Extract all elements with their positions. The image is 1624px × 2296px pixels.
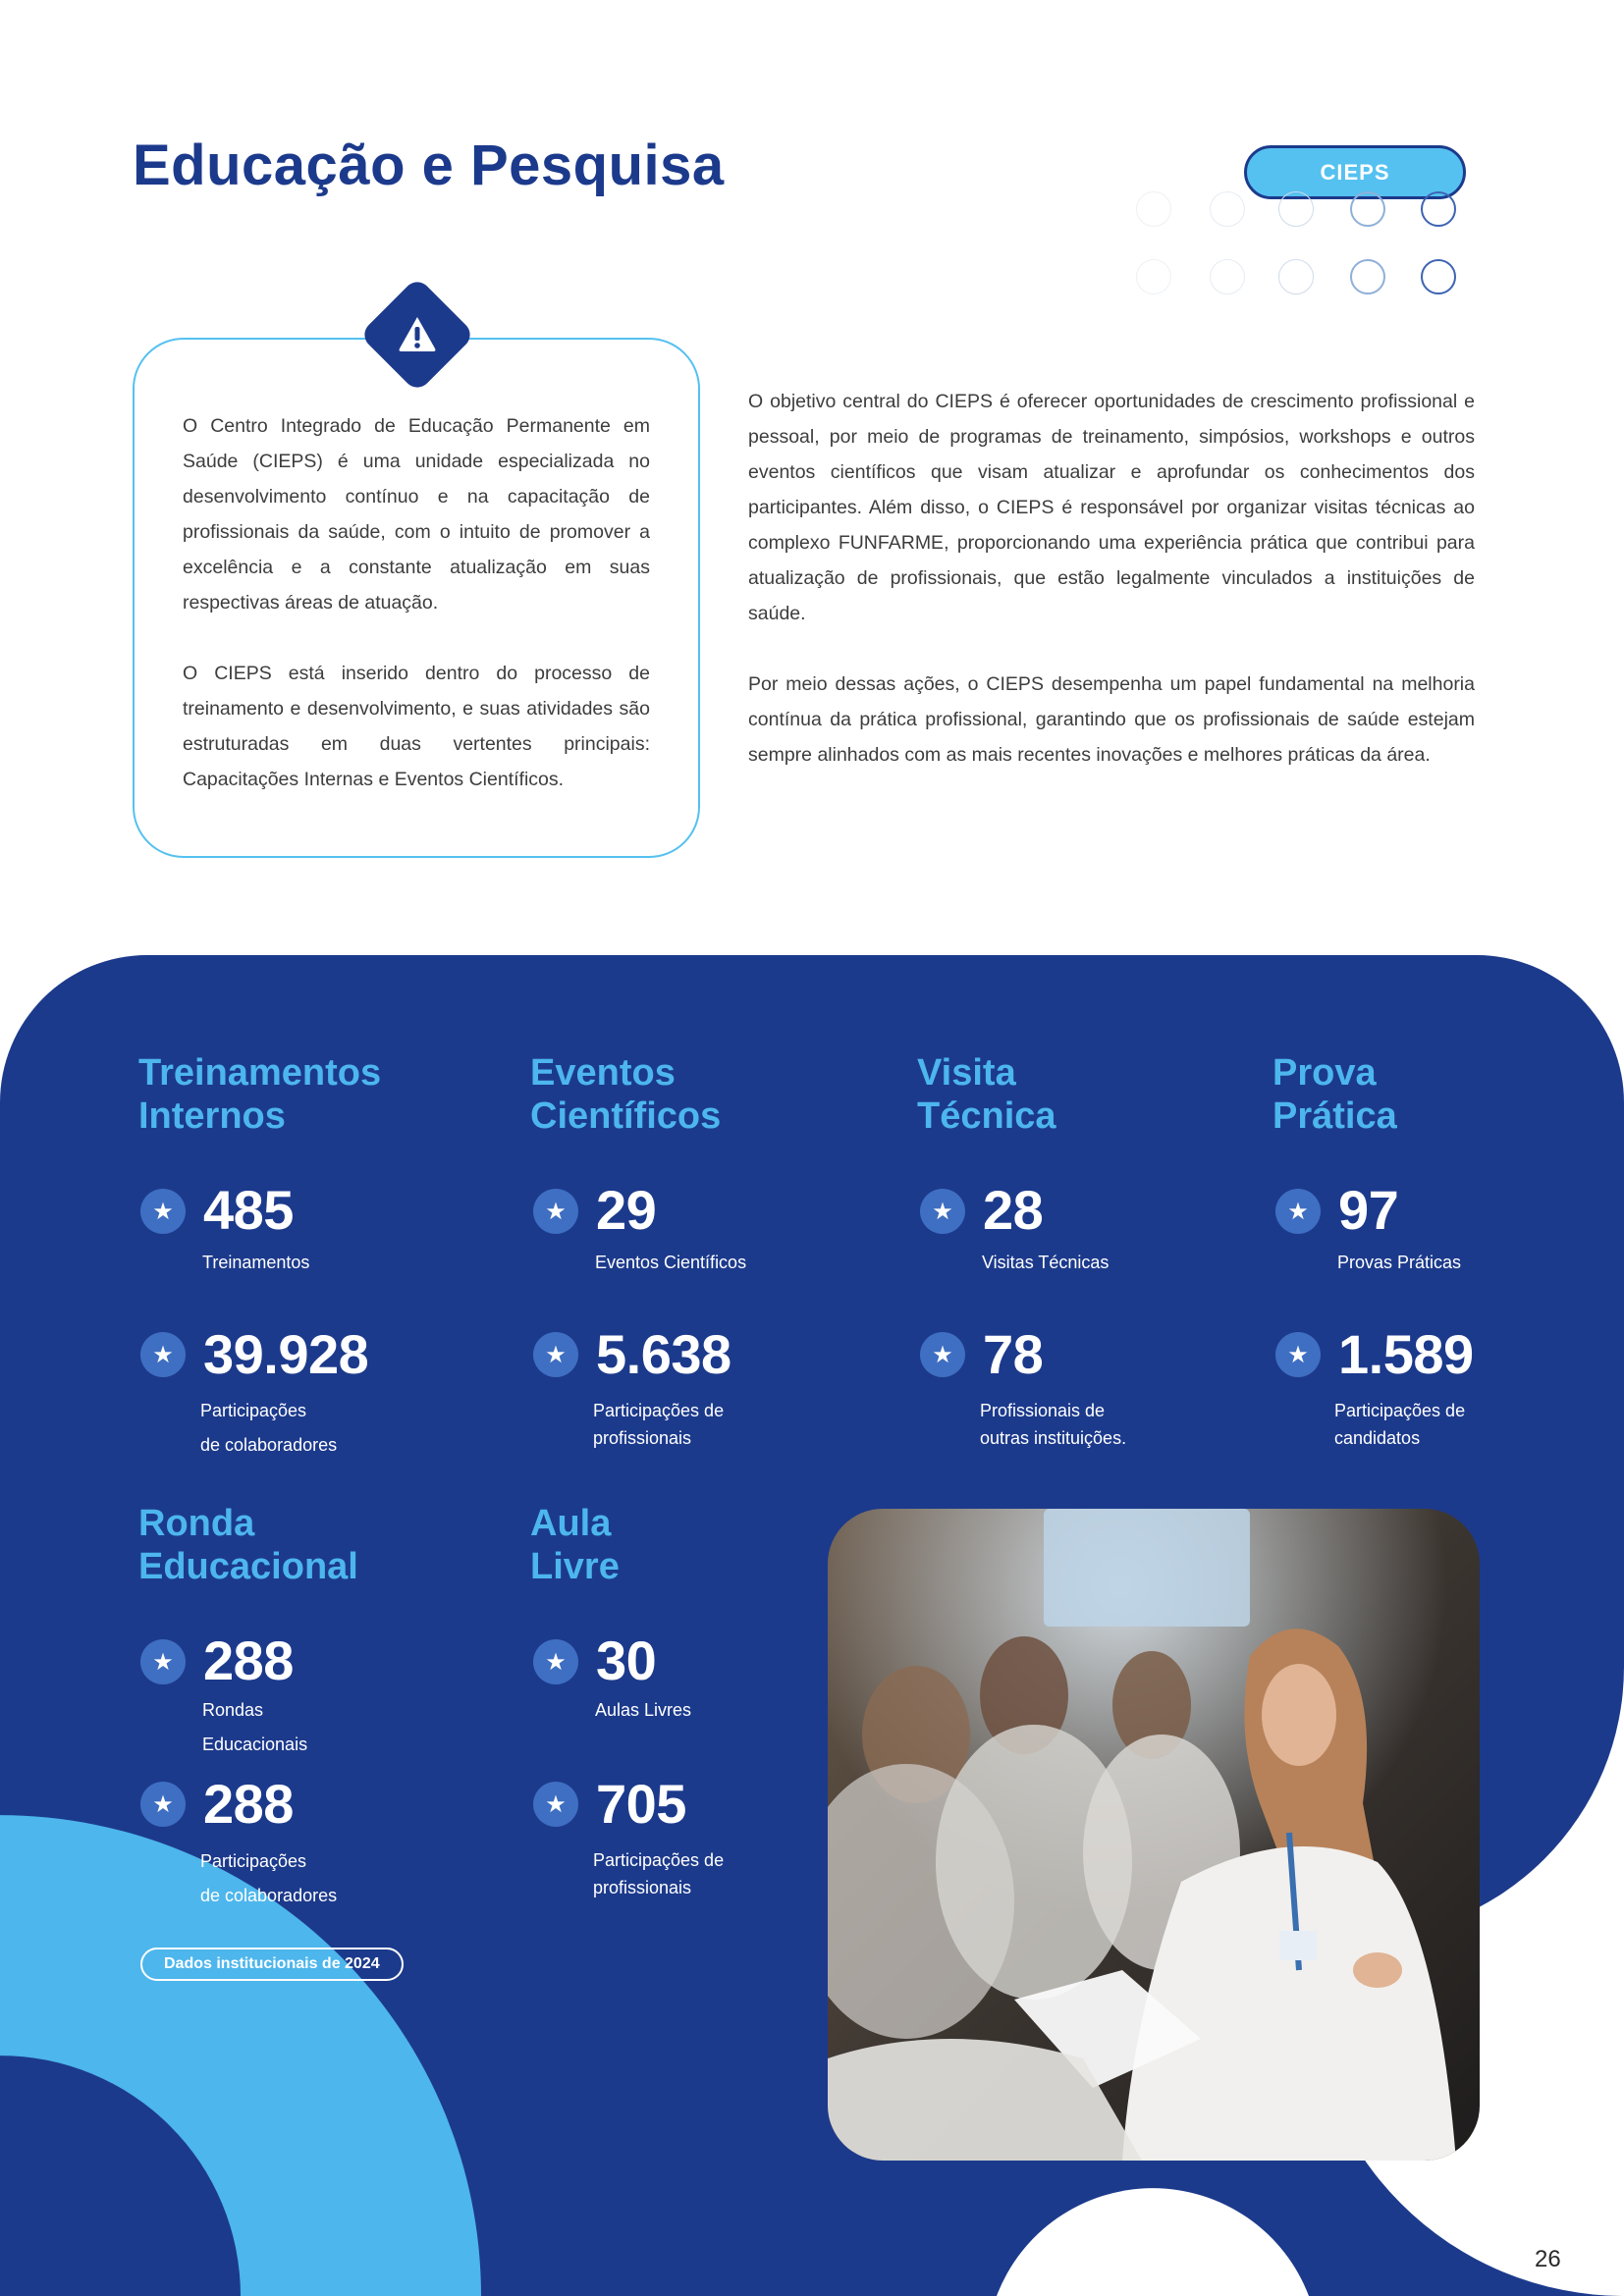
stat-value: 78	[983, 1323, 1044, 1385]
stat-value: 39.928	[203, 1323, 369, 1385]
decorative-dots	[1134, 191, 1468, 299]
stat-label: Participações de profissionais	[593, 1401, 725, 1448]
star-icon: ★	[533, 1189, 578, 1234]
conference-photo	[828, 1509, 1480, 2161]
star-icon: ★	[920, 1189, 965, 1234]
intro-text	[748, 384, 1475, 773]
stat-label: Aulas Livres	[595, 1700, 692, 1720]
stat-value: 288	[203, 1773, 294, 1835]
star-icon: ★	[140, 1332, 186, 1377]
warning-icon	[388, 305, 447, 364]
star-icon: ★	[920, 1332, 965, 1377]
conference-photo-illustration	[828, 1509, 1480, 2161]
category-title: Aula Livre	[530, 1503, 620, 1587]
data-source-badge: Dados institucionais de 2024	[140, 1948, 404, 1981]
stat-value: 5.638	[596, 1323, 731, 1385]
section-tag: CIEPS	[1244, 145, 1466, 199]
stat-value: 30	[596, 1629, 657, 1691]
category-title: Visita Técnica	[917, 1052, 1056, 1137]
stat-label: Rondas Educacionais	[202, 1700, 308, 1754]
stat-label: Profissionais de outras instituições.	[980, 1401, 1127, 1448]
page-number: 26	[1535, 2246, 1561, 2272]
star-icon: ★	[533, 1639, 578, 1684]
stat-value: 28	[983, 1179, 1044, 1241]
stat-value: 705	[596, 1773, 686, 1835]
star-icon: ★	[533, 1332, 578, 1377]
stat-label: Participações de colaboradores	[200, 1401, 338, 1455]
category-title: Prova Prática	[1272, 1052, 1397, 1137]
stat-label: Participações de candidatos	[1334, 1401, 1466, 1448]
stat-label: Eventos Científicos	[595, 1253, 747, 1272]
category-title: Ronda Educacional	[138, 1503, 358, 1587]
star-icon: ★	[140, 1189, 186, 1234]
info-paragraph: O Centro Integrado de Educação Permanente em Saúde (CIEPS) é uma unidade especializada no desenvolvimento contínuo e na capacitação de profissionais da saúde, com o intuito de promover a excelência e a constante atualização em suas respectivas áreas de atuação.	[183, 415, 650, 614]
stat-value: 288	[203, 1629, 294, 1691]
stat-label: Participações de colaboradores	[200, 1851, 338, 1905]
page-title: Educação e Pesquisa	[133, 133, 725, 197]
category-title: Eventos Científicos	[530, 1052, 722, 1137]
intro-paragraph: O objetivo central do CIEPS é oferecer oportunidades de crescimento profissional e pessoal, por meio de programas de treinamento, simpósios, workshops e outros eventos científicos que visam atualizar e aprofundar os conhecimentos dos participantes. Além disso, o CIEPS é responsável por organizar visitas técnicas ao complexo FUNFARME, proporcionando uma experiência prática que contribui para atualização de profissionais, que estão legalmente vinculados a instituições de saúde.	[748, 391, 1475, 624]
stat-value: 97	[1338, 1179, 1399, 1241]
intro-paragraph: Por meio dessas ações, o CIEPS desempenha um papel fundamental na melhoria contínua da prática profissional, garantindo que os profissionais de saúde estejam sempre alinhados com as mais recentes inovações e melhores práticas da área.	[748, 673, 1475, 766]
info-paragraph: O CIEPS está inserido dentro do processo de treinamento e desenvolvimento, e suas atividades são estruturadas em duas vertentes principais: Capacitações Internas e Eventos Científicos.	[183, 663, 650, 790]
stat-label: Treinamentos	[202, 1253, 310, 1272]
star-icon: ★	[1275, 1332, 1321, 1377]
star-icon: ★	[140, 1639, 186, 1684]
category-title: Treinamentos Internos	[138, 1052, 382, 1137]
stat-value: 1.589	[1338, 1323, 1474, 1385]
star-icon: ★	[140, 1782, 186, 1827]
stat-label: Participações de profissionais	[593, 1850, 725, 1897]
stat-value: 485	[203, 1179, 294, 1241]
stat-label: Provas Práticas	[1337, 1253, 1462, 1272]
info-text	[183, 408, 650, 797]
stat-label: Visitas Técnicas	[982, 1253, 1110, 1272]
star-icon: ★	[533, 1782, 578, 1827]
star-icon: ★	[1275, 1189, 1321, 1234]
stat-value: 29	[596, 1179, 657, 1241]
